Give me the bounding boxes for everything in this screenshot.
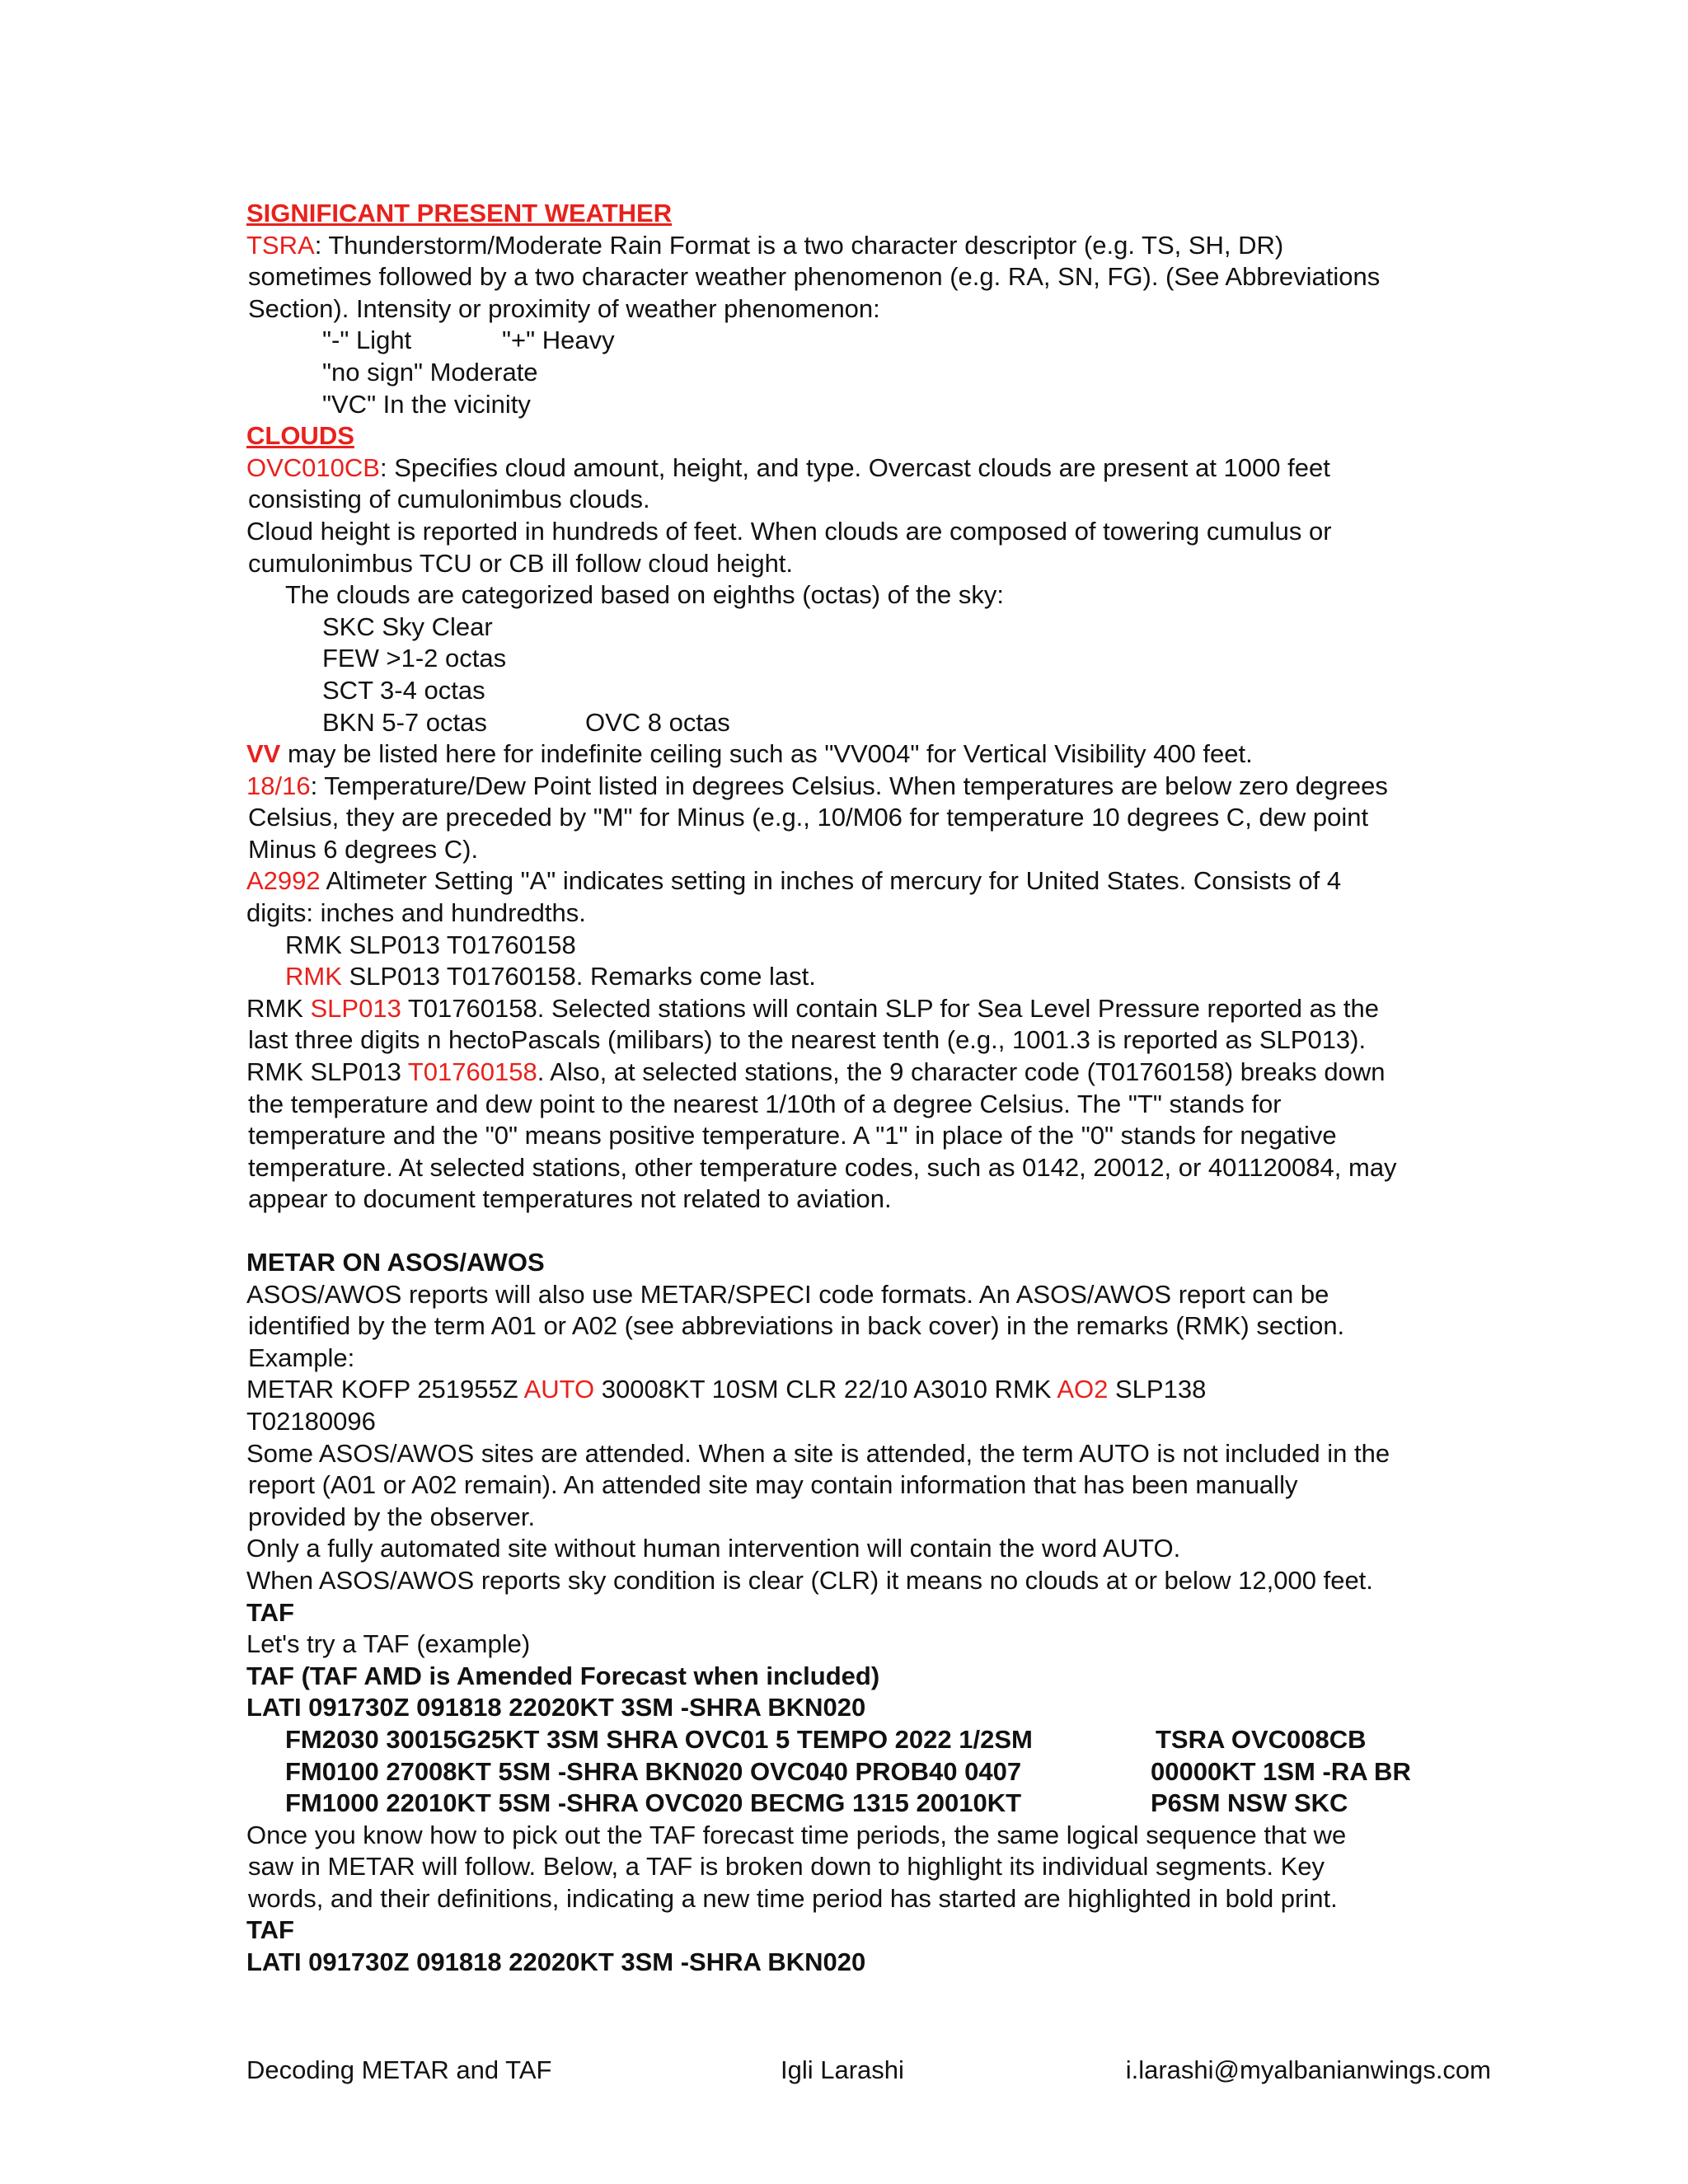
text-line: words, and their definitions, indicating a new time period has started are highlighted in bold print. <box>248 1883 1338 1913</box>
cloud-sct: SCT 3-4 octas <box>322 675 485 705</box>
text-line: Section). Intensity or proximity of weather phenomenon: <box>248 293 880 323</box>
text-line: Cloud height is reported in hundreds of feet. When clouds are composed of towering cumulus or <box>246 516 1332 546</box>
slp-code: SLP013 <box>310 993 401 1023</box>
text-line: the temperature and dew point to the nearest 1/10th of a degree Celsius. The "T" stands for <box>248 1089 1282 1118</box>
text-line: saw in METAR will follow. Below, a TAF is broken down to highlight its individual segments. Key <box>248 1852 1325 1882</box>
heading-metar-asos: METAR ON ASOS/AWOS <box>246 1248 545 1277</box>
text-line: The clouds are categorized based on eighths (octas) of the sky: <box>285 580 1004 610</box>
temp-code: 18/16 <box>246 771 311 800</box>
heading-taf: TAF <box>246 1597 294 1627</box>
text: SLP013 T01760158. Remarks come last. <box>341 962 816 991</box>
text-line: Some ASOS/AWOS sites are attended. When a site is attended, the term AUTO is not included in the <box>246 1438 1390 1468</box>
text: Altimeter Setting "A" indicates setting in inches of mercury for United States. Consists of 4 <box>320 866 1342 896</box>
vv-code: VV <box>246 739 281 769</box>
taf-fm-line <box>246 1724 1499 1756</box>
text: FM0100 27008KT 5SM -SHRA BKN020 OVC040 PROB40 0407 <box>285 1756 1022 1786</box>
text-line: temperature and the "0" means positive temperature. A "1" in place of the "0" stands for negative <box>248 1121 1337 1151</box>
metar-example-line <box>246 1374 1499 1406</box>
t-group-line <box>246 1057 1499 1089</box>
text: FM1000 22010KT 5SM -SHRA OVC020 BECMG 1315 20010KT <box>285 1788 1022 1818</box>
text: 30008KT 10SM CLR 22/10 A3010 RMK <box>594 1375 1057 1404</box>
tsra-paragraph-line <box>246 230 1499 262</box>
text: SLP138 <box>1108 1375 1207 1404</box>
text-line: Once you know how to pick out the TAF forecast time periods, the same logical sequence that we <box>246 1820 1347 1849</box>
taf-fm-line <box>246 1756 1499 1788</box>
t-group-code: T01760158 <box>407 1057 537 1087</box>
text-line: appear to document temperatures not related to aviation. <box>248 1184 892 1214</box>
footer-email: i.larashi@myalbanianwings.com <box>1125 2055 1491 2084</box>
text: P6SM NSW SKC <box>1151 1788 1348 1818</box>
text: : Temperature/Dew Point listed in degrees Celsius. When temperatures are below zero degrees <box>310 771 1388 800</box>
text-line: Let's try a TAF (example) <box>246 1629 531 1659</box>
text-line: Celsius, they are preceded by "M" for Minus (e.g., 10/M06 for temperature 10 degrees C, dew point <box>248 803 1369 832</box>
ovc-code: OVC010CB <box>246 452 380 482</box>
text: RMK SLP013 <box>246 1057 408 1087</box>
rmk-code: RMK <box>285 962 342 991</box>
text-line: When ASOS/AWOS reports sky condition is clear (CLR) it means no clouds at or below 12,000 feet. <box>246 1565 1373 1595</box>
intensity-light: "-" Light <box>322 326 412 355</box>
cloud-ovc: OVC 8 octas <box>585 707 730 737</box>
text-line: digits: inches and hundredths. <box>246 898 586 928</box>
temp-line <box>246 771 1499 803</box>
text: 00000KT 1SM -RA BR <box>1151 1756 1411 1786</box>
ao2-code: AO2 <box>1057 1375 1109 1404</box>
footer-author: Igli Larashi <box>781 2055 904 2084</box>
text-line: consisting of cumulonimbus clouds. <box>248 485 650 514</box>
text-line: sometimes followed by a two character weather phenomenon (e.g. RA, SN, FG). (See Abbreviations <box>248 262 1381 292</box>
rmk-example: RMK SLP013 T01760158 <box>285 930 576 959</box>
text-line: ASOS/AWOS reports will also use METAR/SPECI code formats. An ASOS/AWOS report can be <box>246 1279 1329 1309</box>
altimeter-line <box>246 865 1499 898</box>
altimeter-code: A2992 <box>246 866 321 896</box>
cloud-bkn-ovc-row <box>246 707 1499 739</box>
metar-example-cont: T02180096 <box>246 1406 376 1436</box>
text-line: Example: <box>248 1343 355 1372</box>
slp-line <box>246 993 1499 1025</box>
clouds-paragraph-line <box>246 452 1499 485</box>
text: T01760158. Selected stations will contain SLP for Sea Level Pressure reported as the <box>401 993 1380 1023</box>
taf-fm-line <box>246 1788 1499 1820</box>
intensity-row <box>246 325 1499 357</box>
text-line: identified by the term A01 or A02 (see abbreviations in back cover) in the remarks (RMK) section. <box>248 1311 1345 1341</box>
intensity-vicinity: "VC" In the vicinity <box>322 389 531 419</box>
page-footer <box>246 2055 1491 2088</box>
text: may be listed here for indefinite ceiling such as "VV004" for Vertical Visibility 400 feet. <box>280 739 1253 769</box>
text-line: provided by the observer. <box>248 1502 536 1531</box>
taf-example-line: LATI 091730Z 091818 22020KT 3SM -SHRA BKN020 <box>246 1693 866 1722</box>
cloud-few: FEW >1-2 octas <box>322 644 507 673</box>
text: TSRA OVC008CB <box>1156 1724 1367 1754</box>
auto-code: AUTO <box>523 1375 595 1404</box>
taf-amd-line: TAF (TAF AMD is Amended Forecast when included) <box>246 1661 880 1690</box>
text-line: cumulonimbus TCU or CB ill follow cloud height. <box>248 548 794 578</box>
text-line: Minus 6 degrees C). <box>248 834 479 864</box>
text: : Specifies cloud amount, height, and type. Overcast clouds are present at 1000 feet <box>379 452 1330 482</box>
tsra-code: TSRA <box>246 230 315 260</box>
footer-title: Decoding METAR and TAF <box>246 2055 552 2084</box>
text-line: report (A01 or A02 remain). An attended site may contain information that has been manually <box>248 1470 1298 1500</box>
heading-significant-weather: SIGNIFICANT PRESENT WEATHER <box>246 199 673 227</box>
intensity-heavy: "+" Heavy <box>502 326 615 355</box>
page-content <box>246 198 1499 1979</box>
rmk-line <box>246 961 1499 993</box>
vv-line <box>246 738 1499 771</box>
heading-taf-2: TAF <box>246 1915 294 1945</box>
cloud-bkn: BKN 5-7 octas <box>322 707 487 737</box>
cloud-skc: SKC Sky Clear <box>322 612 493 641</box>
intensity-moderate: "no sign" Moderate <box>322 357 538 387</box>
taf-example-line: LATI 091730Z 091818 22020KT 3SM -SHRA BKN020 <box>246 1947 866 1977</box>
text: . Also, at selected stations, the 9 character code (T01760158) breaks down <box>537 1057 1386 1087</box>
text-line: last three digits n hectoPascals (milibars) to the nearest tenth (e.g., 1001.3 is reported as SLP013). <box>248 1025 1367 1055</box>
spacer <box>246 1216 1499 1247</box>
text-line: temperature. At selected stations, other temperature codes, such as 0142, 20012, or 401120084, may <box>248 1152 1397 1182</box>
heading-clouds: CLOUDS <box>246 421 354 451</box>
text: FM2030 30015G25KT 3SM SHRA OVC01 5 TEMPO 2022 1/2SM <box>285 1724 1033 1754</box>
text-line: Only a fully automated site without human intervention will contain the word AUTO. <box>246 1534 1181 1563</box>
text: RMK <box>246 993 311 1023</box>
text: : Thunderstorm/Moderate Rain Format is a two character descriptor (e.g. TS, SH, DR) <box>314 230 1284 260</box>
text: METAR KOFP 251955Z <box>246 1375 524 1404</box>
